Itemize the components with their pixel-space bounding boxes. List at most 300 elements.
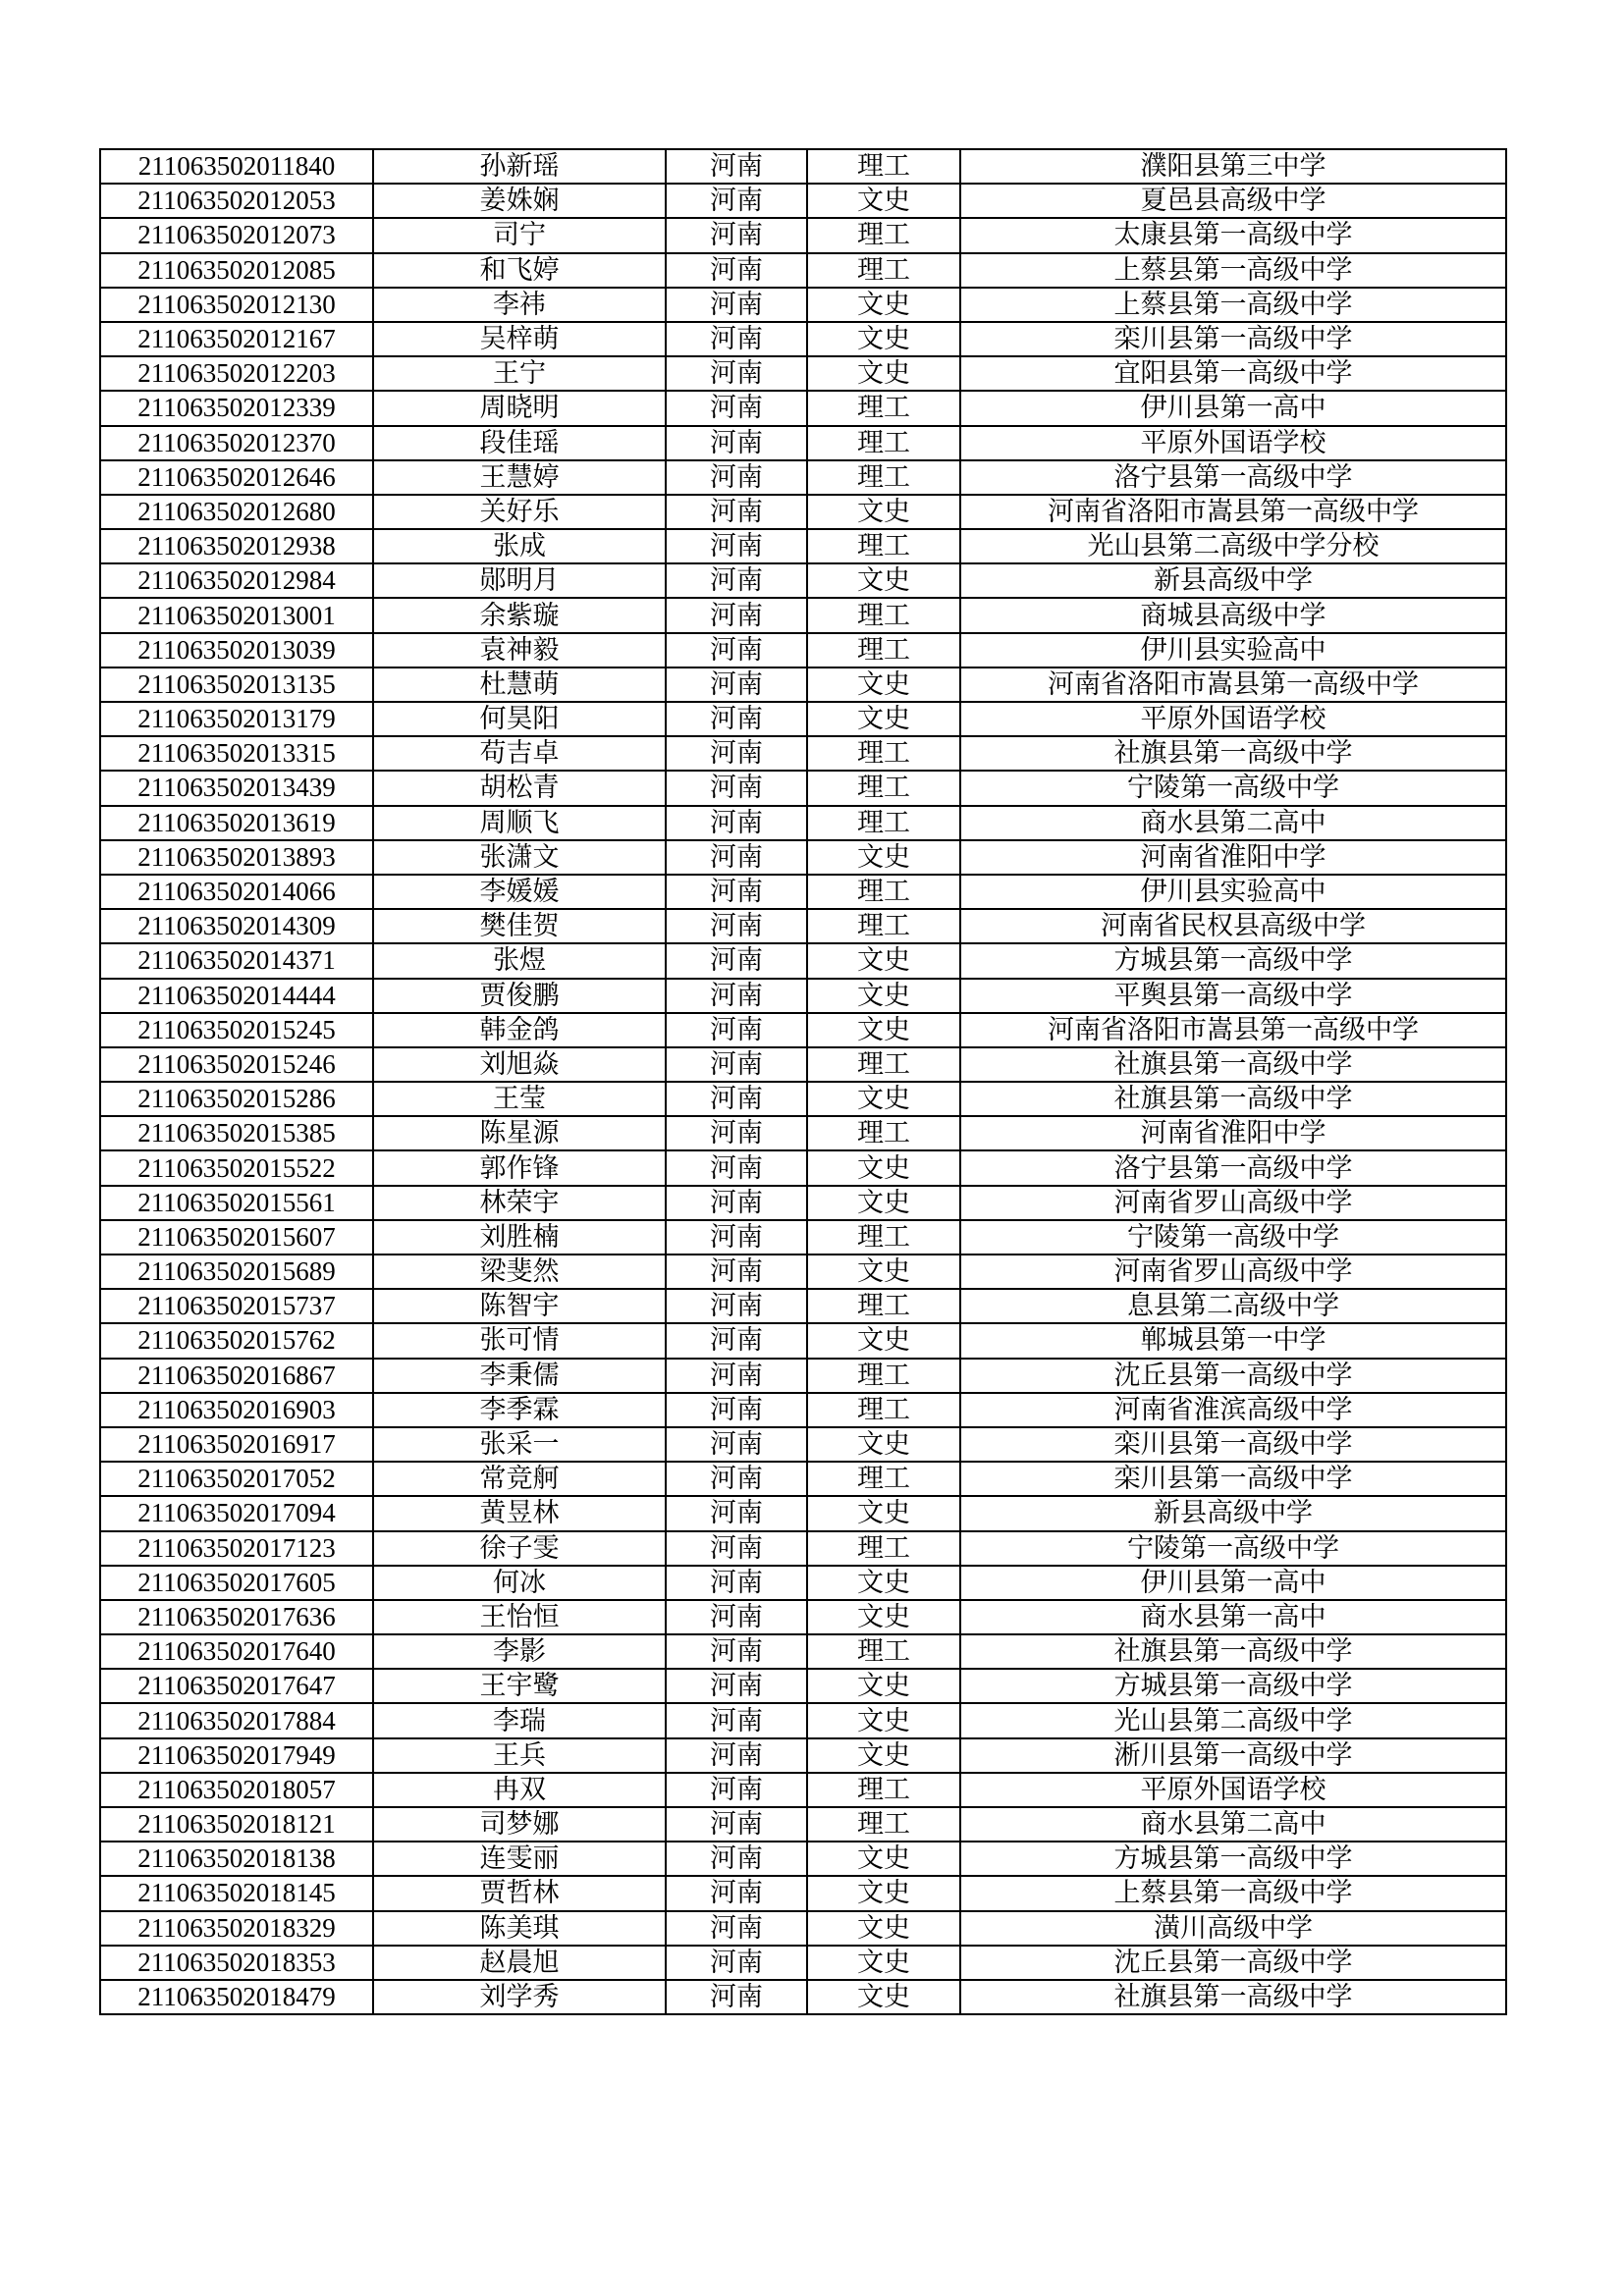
table-row (100, 1634, 1506, 1669)
name-cell: 常竞舸 (373, 1462, 666, 1496)
exam-id-cell: 211063502012646 (100, 460, 373, 495)
exam-id-cell: 211063502013893 (100, 840, 373, 875)
school-cell: 上蔡县第一高级中学 (960, 288, 1506, 322)
category-cell: 理工 (807, 253, 960, 288)
exam-id-cell: 211063502015607 (100, 1220, 373, 1255)
name-cell: 张采一 (373, 1427, 666, 1462)
name-cell: 樊佳贺 (373, 909, 666, 943)
table-row (100, 218, 1506, 252)
exam-id-cell: 211063502012984 (100, 563, 373, 598)
name-cell: 姜姝娴 (373, 184, 666, 218)
province-cell: 河南 (666, 1600, 807, 1634)
school-cell: 上蔡县第一高级中学 (960, 1876, 1506, 1910)
province-cell: 河南 (666, 426, 807, 460)
category-cell: 文史 (807, 356, 960, 391)
exam-id-cell: 211063502012167 (100, 322, 373, 356)
school-cell: 伊川县第一高中 (960, 391, 1506, 425)
exam-id-cell: 211063502014371 (100, 943, 373, 978)
category-cell: 文史 (807, 943, 960, 978)
category-cell: 文史 (807, 1911, 960, 1946)
province-cell: 河南 (666, 184, 807, 218)
province-cell: 河南 (666, 529, 807, 563)
name-cell: 吴梓萌 (373, 322, 666, 356)
school-cell: 社旗县第一高级中学 (960, 1047, 1506, 1082)
table-row (100, 1462, 1506, 1496)
category-cell: 文史 (807, 1013, 960, 1047)
province-cell: 河南 (666, 1531, 807, 1566)
name-cell: 陈美琪 (373, 1911, 666, 1946)
province-cell: 河南 (666, 356, 807, 391)
category-cell: 理工 (807, 529, 960, 563)
category-cell: 文史 (807, 1600, 960, 1634)
table-row (100, 495, 1506, 529)
category-cell: 理工 (807, 218, 960, 252)
category-cell: 理工 (807, 1393, 960, 1427)
province-cell: 河南 (666, 1807, 807, 1842)
name-cell: 李祎 (373, 288, 666, 322)
category-cell: 理工 (807, 1220, 960, 1255)
name-cell: 张可情 (373, 1323, 666, 1358)
name-cell: 连雯丽 (373, 1842, 666, 1876)
table-row (100, 1703, 1506, 1737)
school-cell: 社旗县第一高级中学 (960, 1082, 1506, 1116)
table-row (100, 1013, 1506, 1047)
category-cell: 文史 (807, 184, 960, 218)
category-cell: 理工 (807, 736, 960, 771)
school-cell: 濮阳县第三中学 (960, 149, 1506, 184)
school-cell: 潢川高级中学 (960, 1911, 1506, 1946)
table-row (100, 943, 1506, 978)
exam-id-cell: 211063502018145 (100, 1876, 373, 1910)
school-cell: 新县高级中学 (960, 1496, 1506, 1530)
exam-id-cell: 211063502016903 (100, 1393, 373, 1427)
school-cell: 方城县第一高级中学 (960, 1669, 1506, 1703)
school-cell: 商城县高级中学 (960, 598, 1506, 632)
exam-id-cell: 211063502017094 (100, 1496, 373, 1530)
category-cell: 文史 (807, 1980, 960, 2014)
category-cell: 文史 (807, 1566, 960, 1600)
category-cell: 理工 (807, 1047, 960, 1082)
province-cell: 河南 (666, 218, 807, 252)
school-cell: 太康县第一高级中学 (960, 218, 1506, 252)
table-row (100, 1531, 1506, 1566)
school-cell: 方城县第一高级中学 (960, 943, 1506, 978)
school-cell: 栾川县第一高级中学 (960, 322, 1506, 356)
category-cell: 理工 (807, 1634, 960, 1669)
table-row (100, 1323, 1506, 1358)
name-cell: 黄昱林 (373, 1496, 666, 1530)
school-cell: 伊川县第一高中 (960, 1566, 1506, 1600)
province-cell: 河南 (666, 495, 807, 529)
province-cell: 河南 (666, 253, 807, 288)
province-cell: 河南 (666, 633, 807, 667)
category-cell: 文史 (807, 1186, 960, 1220)
exam-id-cell: 211063502014066 (100, 875, 373, 909)
category-cell: 文史 (807, 563, 960, 598)
province-cell: 河南 (666, 1980, 807, 2014)
province-cell: 河南 (666, 1773, 807, 1807)
category-cell: 文史 (807, 1323, 960, 1358)
exam-id-cell: 211063502012938 (100, 529, 373, 563)
category-cell: 理工 (807, 909, 960, 943)
category-cell: 文史 (807, 1255, 960, 1289)
school-cell: 沈丘县第一高级中学 (960, 1946, 1506, 1980)
category-cell: 文史 (807, 840, 960, 875)
category-cell: 文史 (807, 1150, 960, 1185)
name-cell: 贾俊鹏 (373, 979, 666, 1013)
exam-id-cell: 211063502011840 (100, 149, 373, 184)
exam-id-cell: 211063502016867 (100, 1359, 373, 1393)
school-cell: 洛宁县第一高级中学 (960, 460, 1506, 495)
exam-id-cell: 211063502017640 (100, 1634, 373, 1669)
school-cell: 河南省淮阳中学 (960, 1116, 1506, 1150)
table-row (100, 633, 1506, 667)
name-cell: 林荣宇 (373, 1186, 666, 1220)
category-cell: 文史 (807, 1703, 960, 1737)
table-row (100, 288, 1506, 322)
province-cell: 河南 (666, 1738, 807, 1773)
province-cell: 河南 (666, 1876, 807, 1910)
table-row (100, 1807, 1506, 1842)
table-row (100, 1738, 1506, 1773)
exam-id-cell: 211063502017123 (100, 1531, 373, 1566)
exam-id-cell: 211063502015385 (100, 1116, 373, 1150)
exam-id-cell: 211063502014309 (100, 909, 373, 943)
table-row (100, 1359, 1506, 1393)
school-cell: 淅川县第一高级中学 (960, 1738, 1506, 1773)
exam-id-cell: 211063502012370 (100, 426, 373, 460)
table-row (100, 1116, 1506, 1150)
school-cell: 河南省罗山高级中学 (960, 1186, 1506, 1220)
table-row (100, 1082, 1506, 1116)
school-cell: 栾川县第一高级中学 (960, 1462, 1506, 1496)
school-cell: 平原外国语学校 (960, 702, 1506, 736)
province-cell: 河南 (666, 1462, 807, 1496)
province-cell: 河南 (666, 1289, 807, 1323)
exam-id-cell: 211063502013001 (100, 598, 373, 632)
table-row (100, 356, 1506, 391)
province-cell: 河南 (666, 1359, 807, 1393)
exam-id-cell: 211063502017647 (100, 1669, 373, 1703)
province-cell: 河南 (666, 1082, 807, 1116)
name-cell: 李季霖 (373, 1393, 666, 1427)
school-cell: 夏邑县高级中学 (960, 184, 1506, 218)
name-cell: 杜慧萌 (373, 667, 666, 702)
exam-id-cell: 211063502017605 (100, 1566, 373, 1600)
exam-id-cell: 211063502013315 (100, 736, 373, 771)
table-row (100, 1773, 1506, 1807)
category-cell: 文史 (807, 1876, 960, 1910)
name-cell: 孙新瑶 (373, 149, 666, 184)
category-cell: 理工 (807, 633, 960, 667)
exam-id-cell: 211063502015561 (100, 1186, 373, 1220)
category-cell: 理工 (807, 806, 960, 840)
name-cell: 张成 (373, 529, 666, 563)
province-cell: 河南 (666, 840, 807, 875)
school-cell: 郸城县第一中学 (960, 1323, 1506, 1358)
province-cell: 河南 (666, 322, 807, 356)
province-cell: 河南 (666, 1634, 807, 1669)
table-row (100, 460, 1506, 495)
category-cell: 理工 (807, 598, 960, 632)
name-cell: 陈智宇 (373, 1289, 666, 1323)
student-roster-table (99, 148, 1507, 2015)
school-cell: 平原外国语学校 (960, 1773, 1506, 1807)
table-row (100, 1150, 1506, 1185)
exam-id-cell: 211063502015762 (100, 1323, 373, 1358)
table-row (100, 1600, 1506, 1634)
table-row (100, 1911, 1506, 1946)
exam-id-cell: 211063502013135 (100, 667, 373, 702)
name-cell: 刘学秀 (373, 1980, 666, 2014)
exam-id-cell: 211063502012053 (100, 184, 373, 218)
exam-id-cell: 211063502014444 (100, 979, 373, 1013)
exam-id-cell: 211063502017052 (100, 1462, 373, 1496)
province-cell: 河南 (666, 1393, 807, 1427)
school-cell: 商水县第二高中 (960, 806, 1506, 840)
province-cell: 河南 (666, 806, 807, 840)
table-row (100, 1980, 1506, 2014)
name-cell: 张煜 (373, 943, 666, 978)
school-cell: 上蔡县第一高级中学 (960, 253, 1506, 288)
table-row (100, 1047, 1506, 1082)
table-row (100, 563, 1506, 598)
table-row (100, 909, 1506, 943)
exam-id-cell: 211063502018329 (100, 1911, 373, 1946)
school-cell: 沈丘县第一高级中学 (960, 1359, 1506, 1393)
school-cell: 光山县第二高级中学 (960, 1703, 1506, 1737)
province-cell: 河南 (666, 391, 807, 425)
school-cell: 宁陵第一高级中学 (960, 771, 1506, 805)
table-row (100, 1186, 1506, 1220)
name-cell: 王莹 (373, 1082, 666, 1116)
exam-id-cell: 211063502018057 (100, 1773, 373, 1807)
category-cell: 理工 (807, 1807, 960, 1842)
school-cell: 光山县第二高级中学分校 (960, 529, 1506, 563)
category-cell: 理工 (807, 1531, 960, 1566)
school-cell: 社旗县第一高级中学 (960, 736, 1506, 771)
name-cell: 胡松青 (373, 771, 666, 805)
name-cell: 王宇鹭 (373, 1669, 666, 1703)
category-cell: 文史 (807, 322, 960, 356)
category-cell: 文史 (807, 1427, 960, 1462)
name-cell: 李媛媛 (373, 875, 666, 909)
school-cell: 河南省洛阳市嵩县第一高级中学 (960, 1013, 1506, 1047)
name-cell: 周顺飞 (373, 806, 666, 840)
name-cell: 何冰 (373, 1566, 666, 1600)
table-row (100, 1876, 1506, 1910)
category-cell: 文史 (807, 1082, 960, 1116)
name-cell: 赵晨旭 (373, 1946, 666, 1980)
province-cell: 河南 (666, 1255, 807, 1289)
name-cell: 段佳瑶 (373, 426, 666, 460)
exam-id-cell: 211063502015286 (100, 1082, 373, 1116)
exam-id-cell: 211063502013179 (100, 702, 373, 736)
table-row (100, 391, 1506, 425)
school-cell: 伊川县实验高中 (960, 633, 1506, 667)
exam-id-cell: 211063502015522 (100, 1150, 373, 1185)
table-row (100, 1289, 1506, 1323)
name-cell: 李影 (373, 1634, 666, 1669)
province-cell: 河南 (666, 1703, 807, 1737)
province-cell: 河南 (666, 1946, 807, 1980)
exam-id-cell: 211063502017949 (100, 1738, 373, 1773)
exam-id-cell: 211063502012085 (100, 253, 373, 288)
name-cell: 徐子雯 (373, 1531, 666, 1566)
name-cell: 李瑞 (373, 1703, 666, 1737)
category-cell: 文史 (807, 1738, 960, 1773)
exam-id-cell: 211063502018353 (100, 1946, 373, 1980)
table-row (100, 1496, 1506, 1530)
school-cell: 洛宁县第一高级中学 (960, 1150, 1506, 1185)
province-cell: 河南 (666, 1150, 807, 1185)
category-cell: 文史 (807, 702, 960, 736)
school-cell: 息县第二高级中学 (960, 1289, 1506, 1323)
category-cell: 文史 (807, 979, 960, 1013)
name-cell: 梁斐然 (373, 1255, 666, 1289)
table-row (100, 1566, 1506, 1600)
province-cell: 河南 (666, 598, 807, 632)
table-row (100, 1255, 1506, 1289)
school-cell: 宜阳县第一高级中学 (960, 356, 1506, 391)
school-cell: 宁陵第一高级中学 (960, 1531, 1506, 1566)
exam-id-cell: 211063502017884 (100, 1703, 373, 1737)
category-cell: 理工 (807, 875, 960, 909)
category-cell: 理工 (807, 1116, 960, 1150)
school-cell: 河南省洛阳市嵩县第一高级中学 (960, 495, 1506, 529)
name-cell: 余紫璇 (373, 598, 666, 632)
name-cell: 王兵 (373, 1738, 666, 1773)
school-cell: 栾川县第一高级中学 (960, 1427, 1506, 1462)
name-cell: 冉双 (373, 1773, 666, 1807)
name-cell: 张潇文 (373, 840, 666, 875)
table-row (100, 184, 1506, 218)
category-cell: 文史 (807, 495, 960, 529)
school-cell: 商水县第二高中 (960, 1807, 1506, 1842)
name-cell: 刘旭焱 (373, 1047, 666, 1082)
school-cell: 河南省洛阳市嵩县第一高级中学 (960, 667, 1506, 702)
school-cell: 平原外国语学校 (960, 426, 1506, 460)
table-row (100, 149, 1506, 184)
exam-id-cell: 211063502012130 (100, 288, 373, 322)
category-cell: 理工 (807, 426, 960, 460)
name-cell: 司宁 (373, 218, 666, 252)
province-cell: 河南 (666, 1496, 807, 1530)
province-cell: 河南 (666, 460, 807, 495)
name-cell: 陈星源 (373, 1116, 666, 1150)
table-row (100, 598, 1506, 632)
category-cell: 理工 (807, 460, 960, 495)
province-cell: 河南 (666, 1323, 807, 1358)
province-cell: 河南 (666, 771, 807, 805)
category-cell: 文史 (807, 1842, 960, 1876)
school-cell: 平舆县第一高级中学 (960, 979, 1506, 1013)
name-cell: 郭作锋 (373, 1150, 666, 1185)
province-cell: 河南 (666, 1669, 807, 1703)
category-cell: 文史 (807, 1496, 960, 1530)
province-cell: 河南 (666, 667, 807, 702)
school-cell: 商水县第一高中 (960, 1600, 1506, 1634)
school-cell: 河南省罗山高级中学 (960, 1255, 1506, 1289)
exam-id-cell: 211063502013439 (100, 771, 373, 805)
table-row (100, 979, 1506, 1013)
province-cell: 河南 (666, 1911, 807, 1946)
province-cell: 河南 (666, 1047, 807, 1082)
province-cell: 河南 (666, 1013, 807, 1047)
name-cell: 关好乐 (373, 495, 666, 529)
name-cell: 王宁 (373, 356, 666, 391)
table-row (100, 875, 1506, 909)
province-cell: 河南 (666, 979, 807, 1013)
school-cell: 社旗县第一高级中学 (960, 1980, 1506, 2014)
table-row (100, 1946, 1506, 1980)
table-row (100, 736, 1506, 771)
table-row (100, 1427, 1506, 1462)
table-row (100, 840, 1506, 875)
exam-id-cell: 211063502013039 (100, 633, 373, 667)
exam-id-cell: 211063502012073 (100, 218, 373, 252)
category-cell: 文史 (807, 667, 960, 702)
table-row (100, 1842, 1506, 1876)
name-cell: 苟吉卓 (373, 736, 666, 771)
school-cell: 河南省淮阳中学 (960, 840, 1506, 875)
category-cell: 文史 (807, 1669, 960, 1703)
province-cell: 河南 (666, 909, 807, 943)
province-cell: 河南 (666, 1116, 807, 1150)
exam-id-cell: 211063502015245 (100, 1013, 373, 1047)
province-cell: 河南 (666, 563, 807, 598)
province-cell: 河南 (666, 1220, 807, 1255)
school-cell: 宁陵第一高级中学 (960, 1220, 1506, 1255)
exam-id-cell: 211063502012339 (100, 391, 373, 425)
exam-id-cell: 211063502015246 (100, 1047, 373, 1082)
category-cell: 理工 (807, 1359, 960, 1393)
name-cell: 贾哲林 (373, 1876, 666, 1910)
table-row (100, 1393, 1506, 1427)
name-cell: 和飞婷 (373, 253, 666, 288)
name-cell: 郧明月 (373, 563, 666, 598)
table-row (100, 253, 1506, 288)
name-cell: 袁神毅 (373, 633, 666, 667)
school-cell: 河南省淮滨高级中学 (960, 1393, 1506, 1427)
exam-id-cell: 211063502015737 (100, 1289, 373, 1323)
category-cell: 理工 (807, 1773, 960, 1807)
name-cell: 李秉儒 (373, 1359, 666, 1393)
province-cell: 河南 (666, 943, 807, 978)
exam-id-cell: 211063502015689 (100, 1255, 373, 1289)
table-row (100, 322, 1506, 356)
school-cell: 新县高级中学 (960, 563, 1506, 598)
exam-id-cell: 211063502012203 (100, 356, 373, 391)
exam-id-cell: 211063502012680 (100, 495, 373, 529)
province-cell: 河南 (666, 875, 807, 909)
province-cell: 河南 (666, 1186, 807, 1220)
table-row (100, 771, 1506, 805)
school-cell: 社旗县第一高级中学 (960, 1634, 1506, 1669)
province-cell: 河南 (666, 736, 807, 771)
table-row (100, 806, 1506, 840)
name-cell: 刘胜楠 (373, 1220, 666, 1255)
name-cell: 周晓明 (373, 391, 666, 425)
category-cell: 文史 (807, 1946, 960, 1980)
province-cell: 河南 (666, 702, 807, 736)
exam-id-cell: 211063502018479 (100, 1980, 373, 2014)
province-cell: 河南 (666, 1566, 807, 1600)
exam-id-cell: 211063502016917 (100, 1427, 373, 1462)
exam-id-cell: 211063502018121 (100, 1807, 373, 1842)
province-cell: 河南 (666, 288, 807, 322)
table-row (100, 702, 1506, 736)
